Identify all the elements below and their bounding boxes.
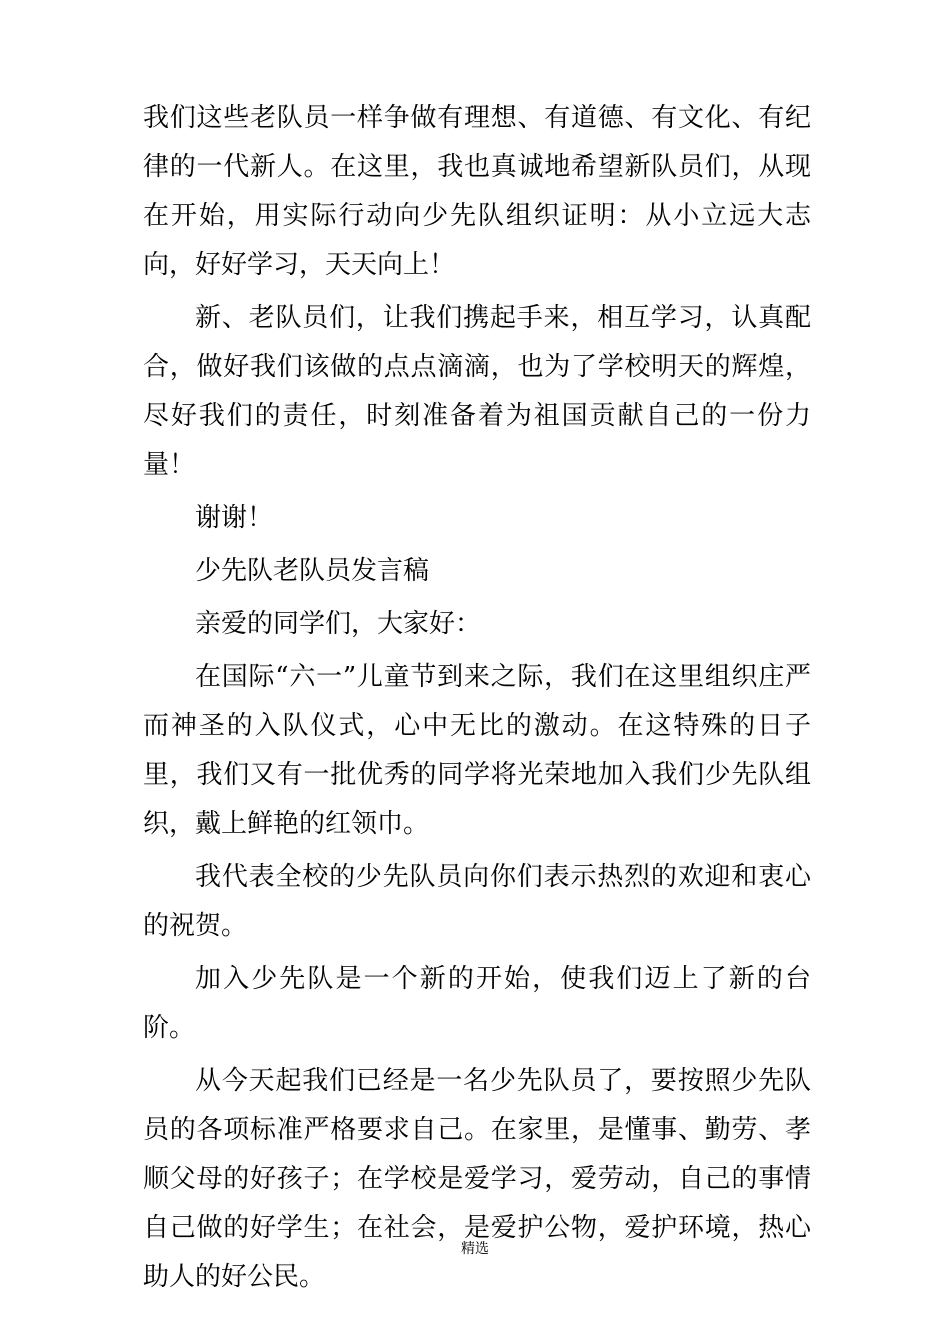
page-footer: 精选 xyxy=(461,1241,489,1257)
paragraph-continuation: 我们这些老队员一样争做有理想、有道德、有文化、有纪律的一代新人。在这里，我也真诚地希望新队员们，从现在开始，用实际行动向少先队组织证明：从小立远大志向，好好学习，天天向上！ xyxy=(143,103,811,280)
paragraph-welcome: 我代表全校的少先队员向你们表示热烈的欢迎和衷心的祝贺。 xyxy=(143,862,811,941)
paragraph-occasion: 在国际“六一”儿童节到来之际，我们在这里组织庄严而神圣的入队仪式，心中无比的激动。在这特殊的日子里，我们又有一批优秀的同学将光荣地加入我们少先队组织，戴上鲜艳的红领巾。 xyxy=(143,662,811,839)
document-body xyxy=(143,94,811,1302)
paragraph-standards: 从今天起我们已经是一名少先队员了，要按照少先队员的各项标准严格要求自己。在家里，是懂事、勤劳、孝顺父母的好孩子；在学校是爱学习，爱劳动，自己的事情自己做的好学生；在社会，是爱护公物，爱护环境，热心助人的好公民。 xyxy=(143,1066,811,1292)
paragraph-greeting: 亲爱的同学们，大家好： xyxy=(195,609,482,639)
paragraph-thanks: 谢谢！ xyxy=(195,503,274,533)
paragraph-new-start: 加入少先队是一个新的开始，使我们迈上了新的台阶。 xyxy=(143,964,811,1043)
paragraph-closing-appeal: 新、老队员们，让我们携起手来，相互学习，认真配合，做好我们该做的点点滴滴，也为了学校明天的辉煌，尽好我们的责任，时刻准备着为祖国贡献自己的一份力量！ xyxy=(143,303,811,480)
section-title: 少先队老队员发言稿 xyxy=(195,556,430,586)
